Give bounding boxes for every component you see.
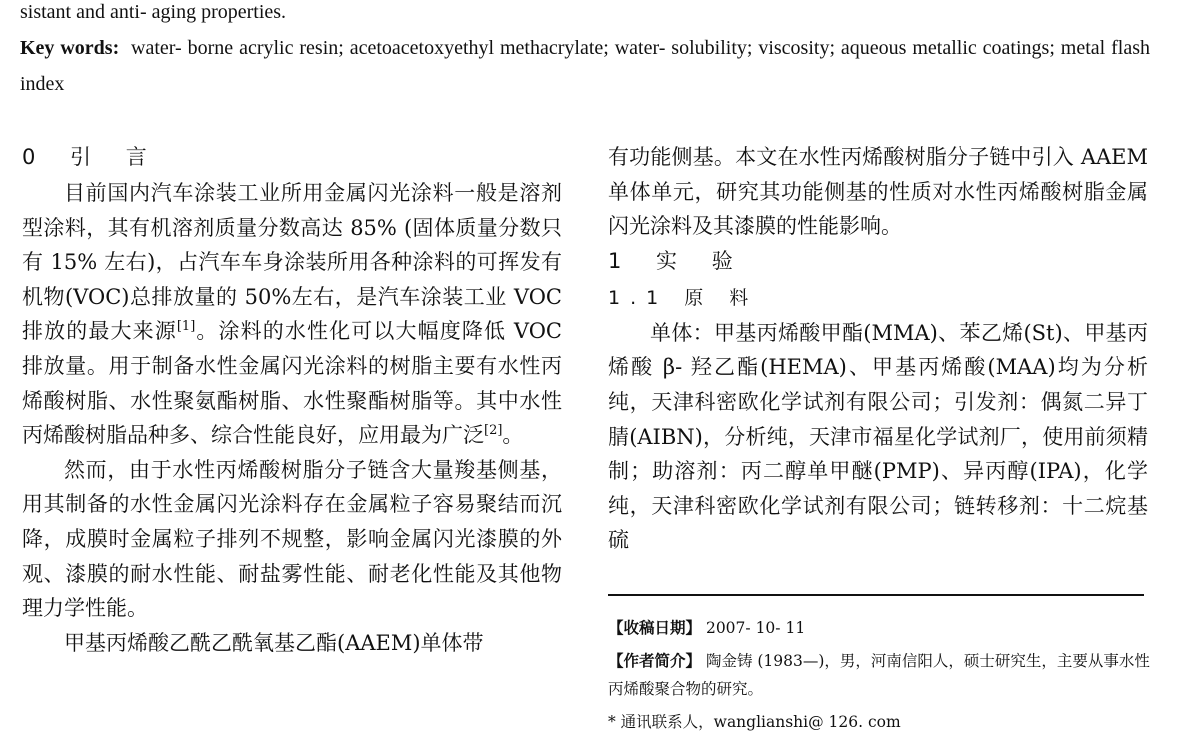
- footnote-received: [608, 614, 1153, 642]
- section-heading-introduction: 0 引 言: [22, 145, 161, 169]
- received-label: 【收稿日期】: [608, 619, 702, 637]
- footnote-divider: [608, 594, 1144, 596]
- section-heading-experiment: 1 实 验: [608, 248, 747, 273]
- received-date: 2007- 10- 11: [705, 619, 806, 637]
- materials-paragraph: 单体：甲基丙烯酸甲酯(MMA)、苯乙烯(St)、甲基丙烯酸 β- 羟乙酯(HEMA)、甲基丙烯酸(MAA)均为分析纯，天津科密欧化学试剂有限公司；引发剂：偶氮二异丁腈(AIBN)，分析纯，天津市福星化学试剂厂，使用前须精制；助溶剂：丙二醇单甲醚(PMP)、异丙醇(IPA)，化学纯，天津科密欧化学试剂有限公司；链转移剂：十二烷基硫: [608, 320, 1148, 553]
- footnote-contact: * 通讯联系人，wanglianshi@ 126. com: [608, 713, 901, 731]
- intro-paragraph-1: [22, 176, 562, 453]
- intro-paragraph-3-start: 甲基丙烯酸乙酰乙酰氧基乙酯(AAEM)单体带: [64, 630, 484, 655]
- intro-p1-end: 。: [502, 423, 524, 448]
- subsection-heading-materials: 1.1 原 料: [608, 286, 759, 309]
- intro-p1-continued: 。涂料的水性化可以大幅度降低 VOC 排放量。用于制备水性金属闪光涂料的树脂主要有水性丙烯酸树脂、水性聚氨酯树脂、水性聚酯树脂等。其中水性丙烯酸树脂品种多、综合性能良好，应用最为广泛: [22, 319, 562, 448]
- abstract-tail: sistant and anti- aging properties.: [20, 1, 287, 23]
- intro-paragraph-3-continued: 有功能侧基。本文在水性丙烯酸树脂分子链中引入 AAEM 单体单元，研究其功能侧基的性质对水性丙烯酸树脂金属闪光涂料及其漆膜的性能影响。: [608, 145, 1148, 239]
- footnote-author: [608, 647, 1153, 703]
- keywords: [20, 30, 1150, 102]
- intro-paragraph-2: 然而，由于水性丙烯酸树脂分子链含大量羧基侧基，用其制备的水性金属闪光涂料存在金属粒子容易聚结而沉降，成膜时金属粒子排列不规整，影响金属闪光漆膜的外观、漆膜的耐水性能、耐盐雾性能、耐老化性能及其他物理力学性能。: [22, 457, 562, 621]
- citation-1: [1]: [176, 319, 196, 335]
- author-label: 【作者简介】: [608, 652, 702, 670]
- keywords-label: Key words:: [20, 37, 120, 59]
- left-column: [22, 140, 562, 660]
- keywords-text: water- borne acrylic resin; acetoacetoxyethyl methacrylate; water- solubility; viscosity; aqueous metallic coatings; metal flash index: [20, 37, 1150, 95]
- citation-2: [2]: [484, 423, 503, 439]
- author-info: 陶金铸 (1983—)，男，河南信阳人，硕士研究生，主要从事水性丙烯酸聚合物的研究。: [608, 652, 1150, 698]
- right-column: [608, 140, 1148, 558]
- intro-p1-text: 目前国内汽车涂装工业所用金属闪光涂料一般是溶剂型涂料，其有机溶剂质量分数高达 85% (固体质量分数只有 15% 左右)，占汽车车身涂装所用各种涂料的可挥发有机物(VOC)总排放量的 50%左右，是汽车涂装工业 VOC 排放的最大来源: [22, 181, 562, 344]
